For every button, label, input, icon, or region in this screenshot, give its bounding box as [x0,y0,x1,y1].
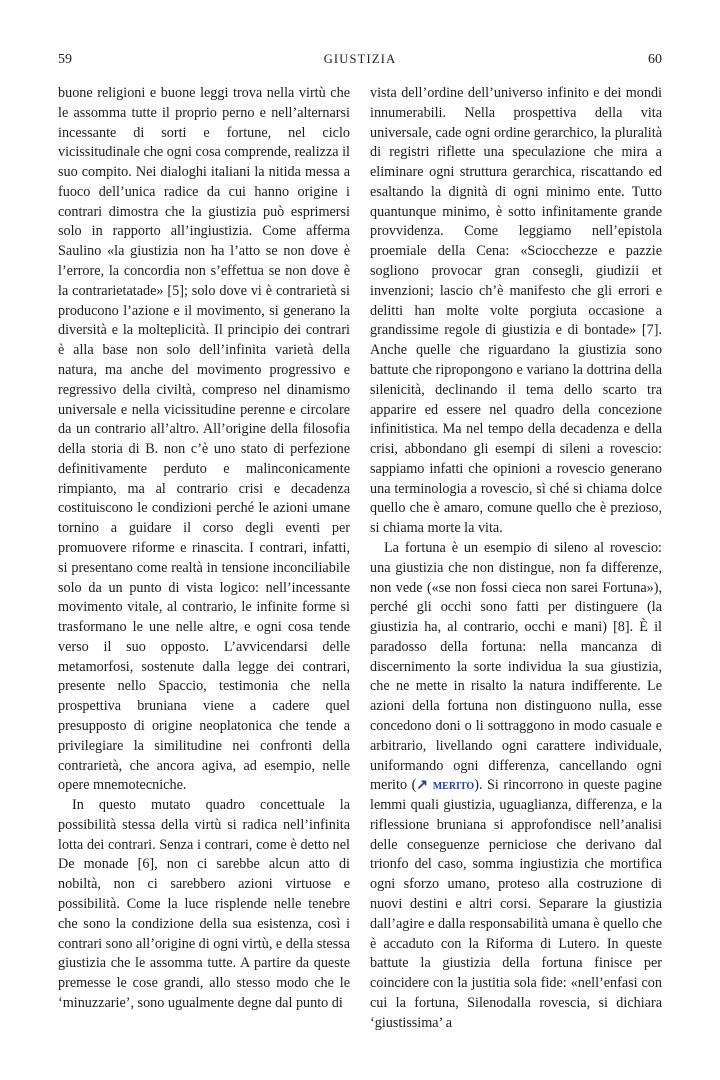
running-header [58,52,662,74]
page-number-right: 60 [648,52,662,67]
paragraph-continued: buone religioni e buone leggi trova nella virtù che le assomma tutte il proprio perno e nell’alternarsi incessante di sorti e fortune, nel ciclo vicissitudinale che ogni cosa comprende, realizza il suo compito. Nei dialoghi italiani la nitida messa a fuoco dell’unica radice da cui hanno origine i contrari dimostra che la giustizia può esprimersi solo in rapporto all’ingiustizia. Come afferma Saulino «la giustizia non ha l’atto se non dove è l’errore, la concordia non s’effettua se non dove è la contrarietatade» [5]; solo dove vi è contrarietà si producono l’azione e il movimento, si generano la diversità e la molteplicità. Il principio dei contrari è alla base non solo dell’infinita varietà della natura, ma anche del movimento progressivo e regressivo della civiltà, compreso nel dinamismo universale e nella vicissitudine perenne e circolare da un contrario all’altro. All’origine della filosofia della storia di B. non c’è uno stato di perfezione definitivamente perduto e malinconicamente rimpianto, ma al contrario crisi e decadenza costituiscono le condizioni perché le azioni umane tornino a guidare il corso degli eventi per promuovere riforme e rinascita. I contrari, infatti, si presentano come realtà in tensione inconciliabile solo da un punto di vista logico: nell’incessante movimento vitale, al contrario, le infinite forme si trasformano le une nelle altre, e ogni cosa tende verso il suo opposto. L’avvicendarsi delle metamorfosi, sostenute dalla legge dei contrari, presente nello Spaccio, testimonia che nella prospettiva bruniana viene a cadere quel presupposto di origine neoplatonica che tende a privilegiare la similitudine nei confronti della contrarietà, che ancora agiva, ad esempio, nelle opere mnemotecniche. [58,85,350,794]
right-column [370,84,662,1034]
paragraph: In questo mutato quadro concettuale la possibilità stessa della virtù si radica nell’infinita lotta dei contrari. Senza i contrari, come è detto nel De monade [6], non ci sarebbe alcun atto di nobiltà, non ci sarebbero azioni virtuose e possibilità. Come la luce risplende nelle tenebre che sono la condizione della sua esistenza, così i contrari sono all’origine di ogni virtù, e della stessa giustizia che le assomma tutte. A partire da queste premesse le cose grandi, allo stesso modo che le ‘minuzzarie’, sono ugualmente degne dal punto di [58,797,350,1011]
cross-reference-link[interactable]: ↗ merito [416,777,475,794]
page-number-left: 59 [58,52,72,67]
paragraph [370,539,662,1034]
paragraph-continued: vista dell’ordine dell’universo infinito e dei mondi innumerabili. Nella prospettiva della vita universale, cade ogni ordine gerarchico, la pluralità di registri riflette una speculazione che mira a eliminare ogni struttura gerarchica, riscattando ed esaltando la dignità di ogni minimo ente. Tutto quantunque minimo, è sotto infinitamente grande provvidenza. Come leggiamo nell’epistola proemiale della Cena: «Sciocchezze e pazzie sogliono provocar gran consegli, giudizii et invenzioni; lascio ch’è manifesto che gli errori e delitti han molte volte porgiuta occasione a grandissime regole di giustizia e di bontade» [7]. Anche quelle che riguardano la giustizia sono battute che ripropongono e variano la dottrina della silenicità, declinando il tema dello scarto tra apparire ed essere nel quadro della concezione infinitistica. Ma nel tempo della decadenza e della crisi, abbondano gli esempi di sileni a rovescio: sappiamo infatti che opinioni a rovescio generano una terminologia a rovescio, sì ché si chiama dolce quello che è amaro, comune quello che è prezioso, si chiama morte la vita. [370,85,662,537]
left-column [58,84,350,1014]
paragraph-text: La fortuna è un esempio di sileno al rovescio: una giustizia che non distingue, non fa differenze, non vede («se non fossi cieca non sarei Fortuna»), perché gli occhi sono fatti per distinguere (la giustizia ha, al contrario, occhi e mani) [8]. È il paradosso della fortuna: nella mancanza di discernimento la sorte individua la sua giustizia, che ne mette in risalto la natura indifferente. Le azioni della fortuna non distinguono nulla, esse concedono doni o li sottraggono in modo casuale e arbitrario, livellando ogni carattere individuale, uniformando ogni differenza, cancellando ogni merito ( [370,539,662,794]
running-title: GIUSTIZIA [323,52,397,66]
paragraph-text: ). Si rincorrono in queste pagine lemmi quali giustizia, uguaglianza, differenza, e la riflessione bruniana si approfondisce nell’analisi delle conseguenze perniciose che derivano dal trionfo del caso, somma ingiustizia che mortifica ogni sforzo umano, proteso alla costruzione di nuovi destini e altri corsi. Separare la giustizia dall’agire e dalla responsabilità umana è quello che è accaduto con la Riforma di Lutero. In queste battute la giustizia della fortuna finisce per coincidere con la justitia sola fide: «nell’enfasi con cui la fortuna, Silenodalla rovescia, si dichiara ‘giustissima’ a [370,777,662,1031]
